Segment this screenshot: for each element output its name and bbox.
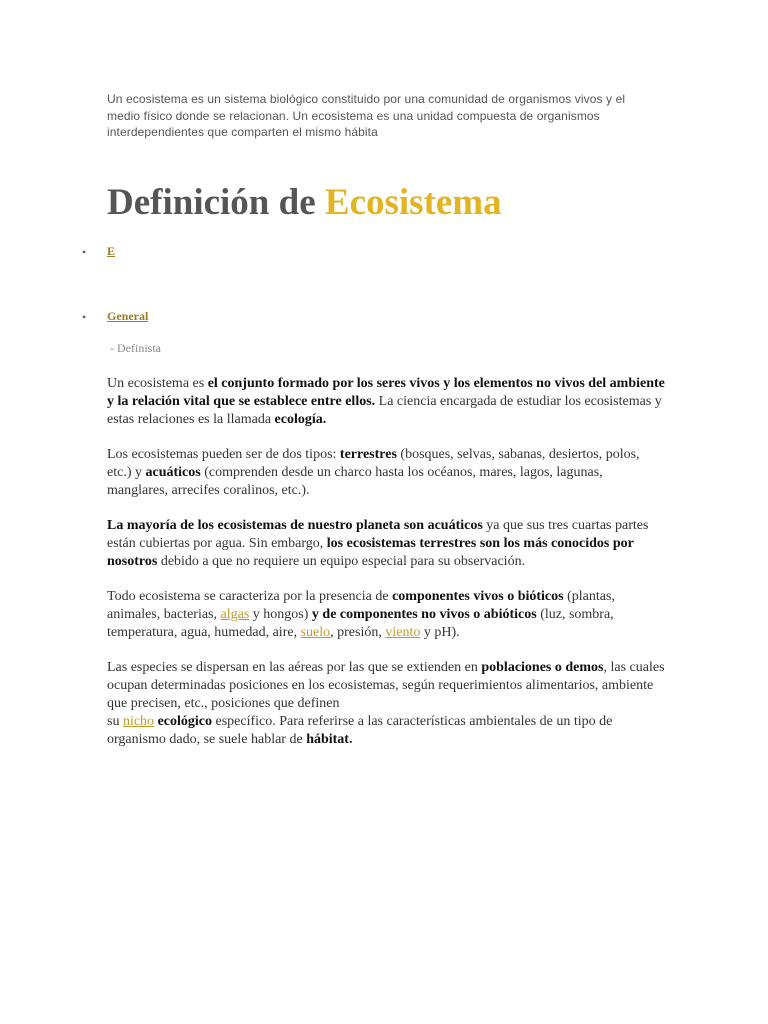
link-suelo[interactable]: suelo [300,625,331,640]
text: (bosques, selvas, sabanas, desiertos, polos, etc.) y [107,447,640,480]
text: , las cuales ocupan determinadas posiciones en los ecosistemas, según requerimientos alimentarios, ambiente que precisen, etc., posiciones que definen [107,660,665,711]
text: Las especies se dispersan en las aéreas por las que se extienden en [107,660,482,675]
author-credit: - Definista [110,341,161,355]
intro-paragraph: Un ecosistema es un sistema biológico constituido por una comunidad de organismos vivos y el medio físico donde se relacionan. Un ecosistema es una unidad compuesta de organismos interdependientes que comparten el mismo hábita [107,92,626,139]
paragraph-types [107,446,667,500]
text: (comprenden desde un charco hasta los océanos, mares, lagos, lagunas, manglares, arrecifes coralinos, etc.). [107,465,603,498]
paragraph-aquatic [107,517,667,571]
text: su [107,714,123,729]
title-text: Definición de [107,182,325,223]
bullet-dot: • [82,245,87,259]
bold-text: poblaciones o demos [481,660,604,675]
title-accent: Ecosistema [324,182,502,223]
bold-text: terrestres [339,447,397,462]
text: Todo ecosistema se caracteriza por la presencia de [107,589,393,604]
bold-text: el conjunto formado por los seres vivos y los elementos no vivos del ambiente y la relación vital que se establece entre ellos. [107,376,665,409]
nav-link-e[interactable]: E [107,244,116,258]
paragraph-definition [107,375,667,429]
bold-text: ecología. [274,412,327,427]
text: y pH). [420,625,460,640]
bold-text: La mayoría de los ecosistemas de nuestro planeta son acuáticos [107,518,483,533]
bold-text: los ecosistemas terrestres son los más conocidos por nosotros [107,536,634,569]
bold-text: y de componentes no vivos o abióticos [311,607,537,622]
article-body [107,375,667,766]
paragraph-species [107,659,667,749]
text: , presión, [330,625,386,640]
link-nicho[interactable]: nicho [122,714,155,729]
page-title [107,178,502,228]
text: (plantas, animales, bacterias, [107,589,615,622]
link-viento[interactable]: viento [385,625,421,640]
bold-text: componentes vivos o bióticos [392,589,564,604]
text: (luz, sombra, temperatura, agua, humedad, aire, [107,607,614,640]
paragraph-components [107,588,667,642]
bold-text: acuáticos [145,465,201,480]
bullet-dot: • [82,310,87,324]
bold-text: hábitat. [306,732,353,747]
text: Un ecosistema es [107,376,208,391]
text: Los ecosistemas pueden ser de dos tipos: [107,447,340,462]
text: específico. Para referirse a las características ambientales de un tipo de organismo dado, se suele hablar de [107,714,613,747]
bold-text: ecológico [157,714,212,729]
text: y hongos) [249,607,312,622]
link-algas[interactable]: algas [220,607,250,622]
text: La ciencia encargada de estudiar los ecosistemas y estas relaciones es la llamada [107,394,662,427]
nav-link-general[interactable]: General [107,309,149,323]
text: debido a que no requiere un equipo especial para su observación. [157,554,526,569]
text: ya que sus tres cuartas partes están cubiertas por agua. Sin embargo, [107,518,649,551]
